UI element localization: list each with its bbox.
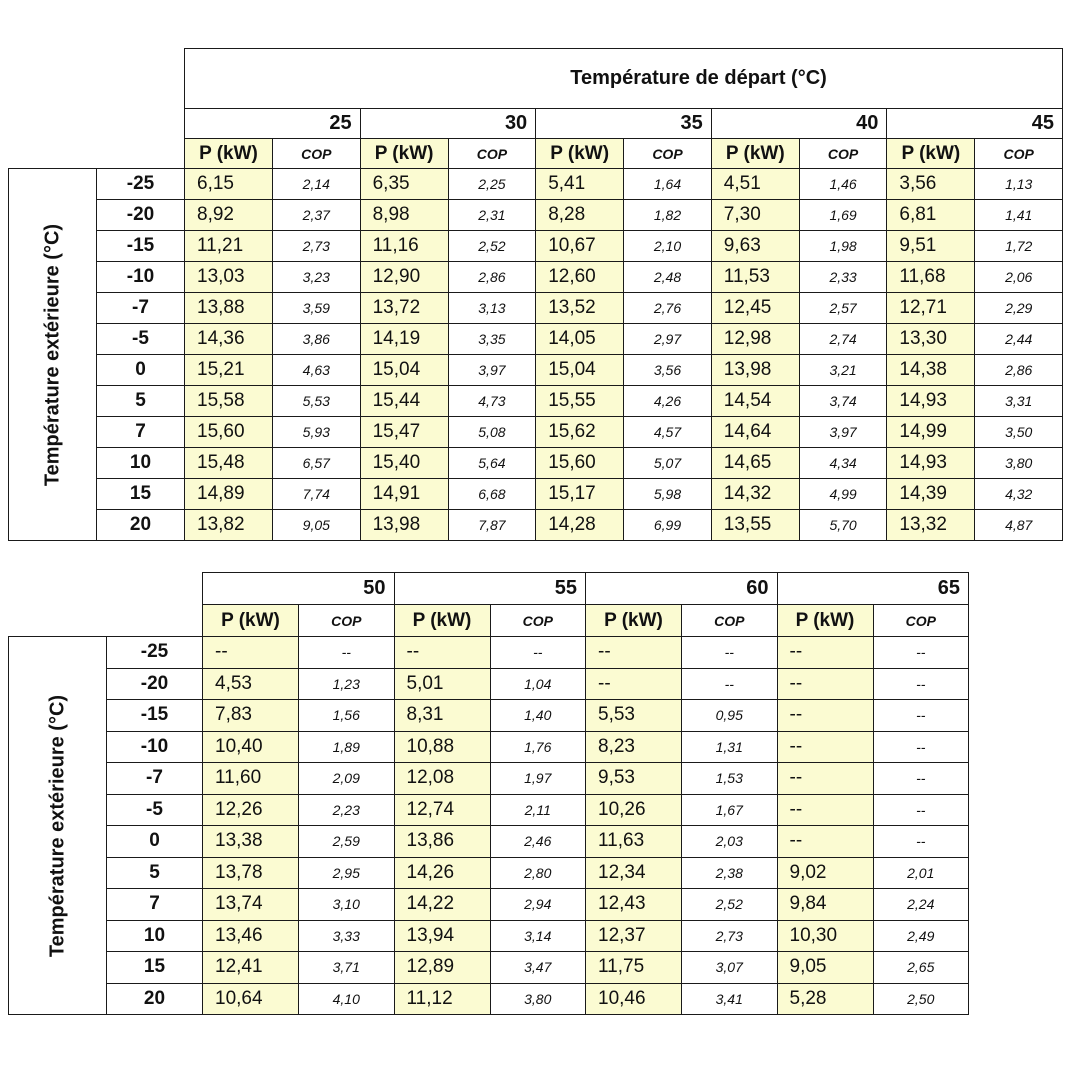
power-cell: 14,64 [711, 417, 799, 448]
outdoor-temp-5: 5 [97, 386, 185, 417]
power-cell: 15,55 [536, 386, 624, 417]
flow-temp-60: 60 [586, 573, 778, 605]
cop-cell: 2,94 [490, 889, 586, 921]
p-kw-header: P (kW) [586, 605, 682, 637]
cop-cell: 2,65 [873, 952, 969, 984]
p-kw-header: P (kW) [536, 139, 624, 169]
cop-cell: 2,57 [799, 293, 887, 324]
power-cell: 15,44 [360, 386, 448, 417]
power-cell: 14,93 [887, 448, 975, 479]
cop-cell: 2,73 [273, 231, 361, 262]
cop-cell: 2,80 [490, 857, 586, 889]
power-cell: 8,31 [394, 700, 490, 732]
cop-cell: -- [873, 700, 969, 732]
power-cell: 14,89 [185, 479, 273, 510]
cop-cell: 1,97 [490, 763, 586, 795]
cop-cell: 3,71 [299, 952, 395, 984]
power-cell: 15,60 [536, 448, 624, 479]
cop-cell: 7,74 [273, 479, 361, 510]
cop-cell: 0,95 [682, 700, 778, 732]
power-cell: 15,40 [360, 448, 448, 479]
power-cell: 12,26 [203, 794, 299, 826]
cop-cell: -- [873, 668, 969, 700]
power-cell: 14,26 [394, 857, 490, 889]
power-cell: 15,21 [185, 355, 273, 386]
cop-cell: 2,52 [682, 889, 778, 921]
cop-header: COP [490, 605, 586, 637]
cop-cell: 3,47 [490, 952, 586, 984]
cop-cell: -- [299, 637, 395, 669]
cop-cell: 2,48 [624, 262, 712, 293]
cop-cell: 4,34 [799, 448, 887, 479]
flow-temp-25: 25 [185, 109, 361, 139]
cop-cell: 4,26 [624, 386, 712, 417]
cop-cell: -- [873, 763, 969, 795]
cop-cell: 5,08 [448, 417, 536, 448]
power-cell: 4,53 [203, 668, 299, 700]
outdoor-temp--5: -5 [97, 324, 185, 355]
cop-cell: 2,37 [273, 200, 361, 231]
cop-cell: 1,31 [682, 731, 778, 763]
power-cell: -- [777, 794, 873, 826]
cop-cell: 5,93 [273, 417, 361, 448]
cop-cell: 1,56 [299, 700, 395, 732]
outdoor-temp--25: -25 [107, 637, 203, 669]
flow-temperature-title: Température de départ (°C) [185, 49, 1063, 109]
cop-header: COP [873, 605, 969, 637]
cop-cell: 5,64 [448, 448, 536, 479]
power-cell: 11,53 [711, 262, 799, 293]
cop-cell: 3,50 [975, 417, 1063, 448]
cop-cell: 1,89 [299, 731, 395, 763]
cop-cell: 4,10 [299, 983, 395, 1015]
cop-cell: 3,31 [975, 386, 1063, 417]
power-cell: 15,04 [360, 355, 448, 386]
outdoor-temp-0: 0 [97, 355, 185, 386]
power-cell: 10,40 [203, 731, 299, 763]
cop-cell: -- [490, 637, 586, 669]
cop-cell: 3,59 [273, 293, 361, 324]
power-cell: 13,38 [203, 826, 299, 858]
cop-cell: 3,97 [448, 355, 536, 386]
power-cell: -- [777, 731, 873, 763]
cop-cell: 2,59 [299, 826, 395, 858]
p-kw-header: P (kW) [394, 605, 490, 637]
cop-cell: 1,72 [975, 231, 1063, 262]
cop-cell: 3,80 [975, 448, 1063, 479]
cop-cell: 3,21 [799, 355, 887, 386]
cop-cell: 1,41 [975, 200, 1063, 231]
outdoor-temp-5: 5 [107, 857, 203, 889]
power-cell: 10,64 [203, 983, 299, 1015]
power-cell: 14,19 [360, 324, 448, 355]
header-blank-cell [9, 139, 185, 169]
cop-cell: 2,50 [873, 983, 969, 1015]
outdoor-temp--7: -7 [107, 763, 203, 795]
power-cell: 13,74 [203, 889, 299, 921]
power-cell: 13,98 [711, 355, 799, 386]
power-cell: 9,05 [777, 952, 873, 984]
cop-cell: 4,87 [975, 510, 1063, 541]
power-cell: 10,30 [777, 920, 873, 952]
power-cell: 9,02 [777, 857, 873, 889]
power-cell: 14,93 [887, 386, 975, 417]
cop-cell: -- [873, 794, 969, 826]
cop-cell: 3,41 [682, 983, 778, 1015]
cop-cell: 2,10 [624, 231, 712, 262]
power-cell: 14,05 [536, 324, 624, 355]
power-cell: 8,28 [536, 200, 624, 231]
power-cell: -- [203, 637, 299, 669]
power-cell: 11,60 [203, 763, 299, 795]
cop-cell: 2,09 [299, 763, 395, 795]
outdoor-temp--25: -25 [97, 169, 185, 200]
outdoor-temp--20: -20 [97, 200, 185, 231]
cop-cell: 2,44 [975, 324, 1063, 355]
power-cell: 12,37 [586, 920, 682, 952]
cop-cell: -- [682, 668, 778, 700]
power-cell: -- [586, 668, 682, 700]
cop-header: COP [299, 605, 395, 637]
cop-cell: 2,33 [799, 262, 887, 293]
cop-cell: 3,23 [273, 262, 361, 293]
cop-cell: -- [873, 731, 969, 763]
power-cell: 14,22 [394, 889, 490, 921]
power-cell: 7,30 [711, 200, 799, 231]
outdoor-temp-0: 0 [107, 826, 203, 858]
power-cell: 6,81 [887, 200, 975, 231]
cop-cell: 2,29 [975, 293, 1063, 324]
power-cell: 9,53 [586, 763, 682, 795]
power-cell: 14,91 [360, 479, 448, 510]
cop-cell: 2,73 [682, 920, 778, 952]
cop-cell: 6,99 [624, 510, 712, 541]
outdoor-temp-7: 7 [97, 417, 185, 448]
power-cell: -- [777, 637, 873, 669]
power-cell: 13,32 [887, 510, 975, 541]
cop-header: COP [624, 139, 712, 169]
cop-cell: 2,86 [975, 355, 1063, 386]
power-cell: -- [777, 763, 873, 795]
power-cell: 4,51 [711, 169, 799, 200]
cop-header: COP [448, 139, 536, 169]
power-cell: 15,04 [536, 355, 624, 386]
power-cell: 11,75 [586, 952, 682, 984]
power-cell: 10,88 [394, 731, 490, 763]
power-cell: 11,12 [394, 983, 490, 1015]
cop-cell: 3,80 [490, 983, 586, 1015]
power-cell: 12,90 [360, 262, 448, 293]
outdoor-temp-10: 10 [97, 448, 185, 479]
cop-cell: 2,86 [448, 262, 536, 293]
power-cell: 11,21 [185, 231, 273, 262]
cop-cell: 4,63 [273, 355, 361, 386]
power-cell: 12,71 [887, 293, 975, 324]
flow-temp-40: 40 [711, 109, 887, 139]
power-cell: 14,39 [887, 479, 975, 510]
power-cell: 12,89 [394, 952, 490, 984]
cop-cell: 1,98 [799, 231, 887, 262]
power-cell: 15,48 [185, 448, 273, 479]
header-blank-cell [9, 573, 203, 605]
cop-cell: 1,69 [799, 200, 887, 231]
cop-cell: 2,95 [299, 857, 395, 889]
outdoor-temp-15: 15 [97, 479, 185, 510]
cop-cell: 1,64 [624, 169, 712, 200]
cop-cell: 3,74 [799, 386, 887, 417]
power-cell: 14,36 [185, 324, 273, 355]
cop-cell: 1,23 [299, 668, 395, 700]
power-cell: 14,65 [711, 448, 799, 479]
outdoor-temperature-axis-label [9, 169, 97, 541]
power-cell: 15,47 [360, 417, 448, 448]
power-cell: 8,92 [185, 200, 273, 231]
flow-temp-30: 30 [360, 109, 536, 139]
cop-header: COP [975, 139, 1063, 169]
cop-cell: 1,13 [975, 169, 1063, 200]
power-cell: 10,46 [586, 983, 682, 1015]
power-cell: 5,53 [586, 700, 682, 732]
cop-cell: 2,49 [873, 920, 969, 952]
cop-cell: 3,14 [490, 920, 586, 952]
outdoor-temp--10: -10 [107, 731, 203, 763]
p-kw-header: P (kW) [185, 139, 273, 169]
flow-temp-55: 55 [394, 573, 586, 605]
performance-table-2 [8, 572, 969, 1015]
flow-temp-35: 35 [536, 109, 712, 139]
power-cell: 6,15 [185, 169, 273, 200]
power-cell: -- [586, 637, 682, 669]
power-cell: 13,94 [394, 920, 490, 952]
power-cell: 15,62 [536, 417, 624, 448]
p-kw-header: P (kW) [360, 139, 448, 169]
power-cell: -- [777, 668, 873, 700]
cop-cell: -- [682, 637, 778, 669]
cop-cell: 2,31 [448, 200, 536, 231]
power-cell: 9,84 [777, 889, 873, 921]
cop-cell: 2,76 [624, 293, 712, 324]
flow-temp-45: 45 [887, 109, 1063, 139]
p-kw-header: P (kW) [203, 605, 299, 637]
cop-cell: 4,57 [624, 417, 712, 448]
outdoor-temperature-label: Température extérieure (°C) [46, 694, 68, 957]
outdoor-temp--10: -10 [97, 262, 185, 293]
cop-cell: 3,33 [299, 920, 395, 952]
power-cell: 13,98 [360, 510, 448, 541]
power-cell: 12,98 [711, 324, 799, 355]
power-cell: 12,60 [536, 262, 624, 293]
p-kw-header: P (kW) [711, 139, 799, 169]
power-cell: 11,68 [887, 262, 975, 293]
cop-cell: 2,14 [273, 169, 361, 200]
cop-cell: 3,10 [299, 889, 395, 921]
cop-cell: 2,46 [490, 826, 586, 858]
cop-cell: 2,24 [873, 889, 969, 921]
cop-cell: -- [873, 637, 969, 669]
power-cell: 12,34 [586, 857, 682, 889]
cop-header: COP [682, 605, 778, 637]
cop-header: COP [273, 139, 361, 169]
cop-cell: 1,82 [624, 200, 712, 231]
outdoor-temp--5: -5 [107, 794, 203, 826]
outdoor-temp-15: 15 [107, 952, 203, 984]
cop-cell: 4,99 [799, 479, 887, 510]
power-cell: 13,52 [536, 293, 624, 324]
power-cell: 9,51 [887, 231, 975, 262]
outdoor-temp--15: -15 [107, 700, 203, 732]
power-cell: 12,74 [394, 794, 490, 826]
power-cell: 12,43 [586, 889, 682, 921]
cop-cell: 2,74 [799, 324, 887, 355]
cop-cell: 2,03 [682, 826, 778, 858]
power-cell: 14,38 [887, 355, 975, 386]
power-cell: -- [777, 826, 873, 858]
cop-cell: 1,46 [799, 169, 887, 200]
cop-cell: 5,53 [273, 386, 361, 417]
power-cell: 5,41 [536, 169, 624, 200]
power-cell: 9,63 [711, 231, 799, 262]
power-cell: 14,28 [536, 510, 624, 541]
cop-cell: 3,97 [799, 417, 887, 448]
power-cell: 15,17 [536, 479, 624, 510]
cop-cell: 1,76 [490, 731, 586, 763]
cop-cell: 2,25 [448, 169, 536, 200]
power-cell: 13,55 [711, 510, 799, 541]
outdoor-temp-20: 20 [97, 510, 185, 541]
power-cell: 13,30 [887, 324, 975, 355]
power-cell: 5,28 [777, 983, 873, 1015]
power-cell: 10,26 [586, 794, 682, 826]
cop-cell: 3,56 [624, 355, 712, 386]
power-cell: 13,46 [203, 920, 299, 952]
cop-cell: 1,04 [490, 668, 586, 700]
cop-cell: -- [873, 826, 969, 858]
power-cell: 14,99 [887, 417, 975, 448]
power-cell: 7,83 [203, 700, 299, 732]
header-blank-cell [9, 109, 185, 139]
cop-cell: 2,23 [299, 794, 395, 826]
power-cell: 11,63 [586, 826, 682, 858]
power-cell: 8,23 [586, 731, 682, 763]
power-cell: -- [394, 637, 490, 669]
cop-cell: 3,86 [273, 324, 361, 355]
power-cell: 6,35 [360, 169, 448, 200]
power-cell: 14,32 [711, 479, 799, 510]
cop-cell: 3,13 [448, 293, 536, 324]
power-cell: -- [777, 700, 873, 732]
outdoor-temperature-axis-label [9, 637, 107, 1015]
p-kw-header: P (kW) [777, 605, 873, 637]
power-cell: 13,82 [185, 510, 273, 541]
outdoor-temp-20: 20 [107, 983, 203, 1015]
cop-cell: 1,53 [682, 763, 778, 795]
cop-cell: 5,70 [799, 510, 887, 541]
power-cell: 15,60 [185, 417, 273, 448]
power-cell: 3,56 [887, 169, 975, 200]
power-cell: 10,67 [536, 231, 624, 262]
cop-cell: 2,97 [624, 324, 712, 355]
cop-cell: 7,87 [448, 510, 536, 541]
power-cell: 13,78 [203, 857, 299, 889]
cop-header: COP [799, 139, 887, 169]
outdoor-temp--20: -20 [107, 668, 203, 700]
power-cell: 12,41 [203, 952, 299, 984]
header-blank-cell [9, 49, 185, 109]
outdoor-temp-10: 10 [107, 920, 203, 952]
cop-cell: 4,73 [448, 386, 536, 417]
power-cell: 13,88 [185, 293, 273, 324]
header-blank-cell [9, 605, 203, 637]
p-kw-header: P (kW) [887, 139, 975, 169]
flow-temp-50: 50 [203, 573, 395, 605]
power-cell: 12,45 [711, 293, 799, 324]
power-cell: 8,98 [360, 200, 448, 231]
cop-cell: 9,05 [273, 510, 361, 541]
cop-cell: 2,38 [682, 857, 778, 889]
power-cell: 5,01 [394, 668, 490, 700]
performance-table-1 [8, 48, 1063, 541]
cop-cell: 2,52 [448, 231, 536, 262]
flow-temp-65: 65 [777, 573, 969, 605]
cop-cell: 2,06 [975, 262, 1063, 293]
cop-cell: 4,32 [975, 479, 1063, 510]
cop-cell: 1,40 [490, 700, 586, 732]
power-cell: 13,86 [394, 826, 490, 858]
cop-cell: 6,57 [273, 448, 361, 479]
outdoor-temp--15: -15 [97, 231, 185, 262]
cop-cell: 5,98 [624, 479, 712, 510]
power-cell: 11,16 [360, 231, 448, 262]
cop-cell: 3,35 [448, 324, 536, 355]
outdoor-temp-7: 7 [107, 889, 203, 921]
cop-cell: 2,01 [873, 857, 969, 889]
cop-cell: 6,68 [448, 479, 536, 510]
outdoor-temperature-label: Température extérieure (°C) [41, 223, 63, 486]
outdoor-temp--7: -7 [97, 293, 185, 324]
cop-cell: 2,11 [490, 794, 586, 826]
cop-cell: 1,67 [682, 794, 778, 826]
power-cell: 13,03 [185, 262, 273, 293]
power-cell: 15,58 [185, 386, 273, 417]
power-cell: 12,08 [394, 763, 490, 795]
power-cell: 13,72 [360, 293, 448, 324]
cop-cell: 3,07 [682, 952, 778, 984]
power-cell: 14,54 [711, 386, 799, 417]
cop-cell: 5,07 [624, 448, 712, 479]
